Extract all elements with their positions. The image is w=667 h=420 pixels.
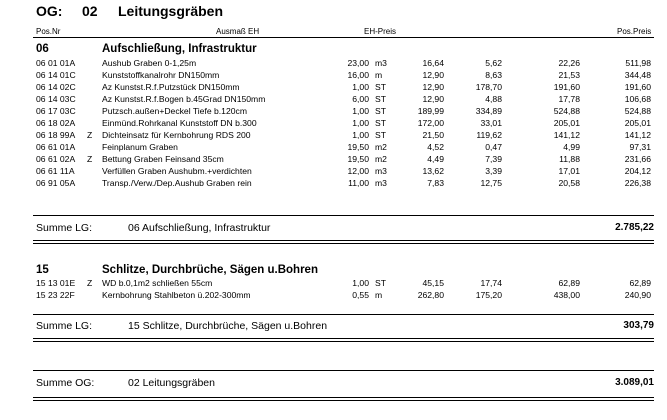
price-material: 12,90 xyxy=(422,82,444,92)
position-total: 191,60 xyxy=(624,82,651,92)
item-description: Aushub Graben 0-1,25m xyxy=(102,58,197,68)
unit-price: 21,53 xyxy=(558,70,580,80)
pos-number: 06 61 11A xyxy=(36,166,75,176)
price-material: 189,99 xyxy=(417,106,444,116)
unit: m3 xyxy=(375,178,387,188)
pos-number: 06 14 03C xyxy=(36,94,76,104)
unit: m2 xyxy=(375,154,387,164)
unit: m xyxy=(375,290,383,300)
price-material: 12,90 xyxy=(422,94,444,104)
item-description: Kunststoffkanalrohr DN150mm xyxy=(102,70,220,80)
unit-price: 17,78 xyxy=(558,94,580,104)
total-label: Summe OG: xyxy=(36,377,95,389)
summary-label: Summe LG: xyxy=(36,320,93,332)
unit-price: 141,12 xyxy=(553,130,580,140)
table-row xyxy=(0,105,667,117)
quantity: 23,00 xyxy=(347,58,369,68)
col-pos-price-header: Pos.Preis xyxy=(617,27,652,36)
price-labor: 178,70 xyxy=(475,82,502,92)
price-material: 4,49 xyxy=(427,154,444,164)
z-flag: Z xyxy=(87,130,93,140)
section-title: Schlitze, Durchbrüche, Sägen u.Bohren xyxy=(102,264,318,276)
quantity: 0,55 xyxy=(352,290,369,300)
unit: ST xyxy=(375,94,386,104)
header-divider xyxy=(33,37,654,38)
item-description: Kernbohrung Stahlbeton ü.202-300mm xyxy=(102,290,251,300)
summary-top-line xyxy=(33,314,654,315)
position-total: 240,90 xyxy=(624,290,651,300)
table-row xyxy=(0,153,667,165)
price-material: 21,50 xyxy=(422,130,444,140)
section-number: 15 xyxy=(36,264,49,276)
item-description: WD b.0,1m2 schließen 55cm xyxy=(102,278,213,288)
unit-price: 11,88 xyxy=(559,154,580,164)
pos-number: 06 14 02C xyxy=(36,82,76,92)
price-material: 12,90 xyxy=(422,70,444,80)
total-bottom-line-2 xyxy=(33,400,654,401)
position-total: 231,66 xyxy=(624,154,651,164)
unit-price: 191,60 xyxy=(553,82,580,92)
price-labor: 8,63 xyxy=(485,70,502,80)
unit-price: 17,01 xyxy=(558,166,580,176)
pos-number: 15 13 01E xyxy=(36,278,76,288)
col-pos-header: Pos.Nr xyxy=(36,27,61,36)
unit: ST xyxy=(375,278,386,288)
quantity: 1,00 xyxy=(352,118,369,128)
table-row xyxy=(0,165,667,177)
unit-price: 62,89 xyxy=(558,278,580,288)
position-total: 97,31 xyxy=(629,142,651,152)
unit-price: 4,99 xyxy=(563,142,580,152)
table-row xyxy=(0,177,667,189)
price-labor: 119,62 xyxy=(476,130,502,140)
unit: ST xyxy=(375,82,386,92)
price-material: 262,80 xyxy=(417,290,444,300)
item-description: Bettung Graben Feinsand 35cm xyxy=(102,154,224,164)
table-row xyxy=(0,141,667,153)
quantity: 1,00 xyxy=(352,82,369,92)
quantity: 1,00 xyxy=(352,130,369,140)
quantity: 1,00 xyxy=(352,106,369,116)
position-total: 226,38 xyxy=(624,178,651,188)
item-description: Verfüllen Graben Aushubm.+verdichten xyxy=(102,166,252,176)
price-material: 13,62 xyxy=(422,166,444,176)
unit: m3 xyxy=(375,166,387,176)
unit-price: 22,26 xyxy=(558,58,580,68)
summary-bottom-line xyxy=(33,338,654,339)
section-number: 06 xyxy=(36,43,49,55)
unit: ST xyxy=(375,130,386,140)
price-material: 16,64 xyxy=(422,58,444,68)
total-bottom-line xyxy=(33,397,654,398)
pos-number: 06 17 03C xyxy=(36,106,76,116)
table-row xyxy=(0,69,667,81)
item-description: Az Kunstst.R.f.Putzstück DN150mm xyxy=(102,82,240,92)
unit: ST xyxy=(375,118,386,128)
table-row xyxy=(0,129,667,141)
unit-price: 205,01 xyxy=(553,118,580,128)
unit-price: 524,88 xyxy=(553,106,580,116)
position-total: 205,01 xyxy=(624,118,651,128)
summary-value: 303,79 xyxy=(623,320,654,331)
quantity: 19,50 xyxy=(347,142,369,152)
item-description: Feinplanum Graben xyxy=(102,142,178,152)
pos-number: 06 18 02A xyxy=(36,118,76,128)
item-description: Putzsch.außen+Deckel Tiefe b.120cm xyxy=(102,106,247,116)
position-total: 106,68 xyxy=(624,94,651,104)
price-material: 7,83 xyxy=(427,178,444,188)
unit-price: 20,58 xyxy=(558,178,580,188)
item-description: Dichteinsatz für Kernbohrung RDS 200 xyxy=(102,130,251,140)
pos-number: 06 18 99A xyxy=(36,130,76,140)
z-flag: Z xyxy=(87,154,93,164)
pos-number: 06 01 01A xyxy=(36,58,76,68)
quantity: 6,00 xyxy=(352,94,369,104)
pos-number: 06 61 02A xyxy=(36,154,76,164)
price-labor: 5,62 xyxy=(485,58,502,68)
price-labor: 334,89 xyxy=(475,106,502,116)
quantity: 19,50 xyxy=(347,154,369,164)
og-label: OG: xyxy=(36,3,63,19)
position-total: 511,98 xyxy=(625,58,651,68)
total-top-line xyxy=(33,370,654,371)
price-labor: 7,39 xyxy=(485,154,502,164)
table-row xyxy=(0,57,667,69)
total-value: 3.089,01 xyxy=(615,377,654,388)
pos-number: 06 61 01A xyxy=(36,142,76,152)
item-description: Transp./Verw./Dep.Aushub Graben rein xyxy=(102,178,252,188)
table-row xyxy=(0,277,667,289)
price-labor: 3,39 xyxy=(485,166,502,176)
table-row xyxy=(0,117,667,129)
summary-bottom-line-2 xyxy=(33,243,654,244)
unit-price: 438,00 xyxy=(553,290,580,300)
pos-number: 06 14 01C xyxy=(36,70,76,80)
table-row xyxy=(0,93,667,105)
z-flag: Z xyxy=(87,278,93,288)
summary-bottom-line-2 xyxy=(33,341,654,342)
price-material: 172,00 xyxy=(417,118,444,128)
quantity: 1,00 xyxy=(352,278,369,288)
og-number: 02 xyxy=(82,3,98,19)
summary-text: 15 Schlitze, Durchbrüche, Sägen u.Bohren xyxy=(128,320,328,332)
item-description: Einmünd.Rohrkanal Kunststoff DN b.300 xyxy=(102,118,257,128)
summary-top-line xyxy=(33,215,654,216)
unit: ST xyxy=(375,106,386,116)
quantity: 12,00 xyxy=(347,166,369,176)
pos-number: 15 23 22F xyxy=(36,290,75,300)
section-title: Aufschließung, Infrastruktur xyxy=(102,43,257,55)
unit: m2 xyxy=(375,142,387,152)
price-material: 45,15 xyxy=(422,278,444,288)
summary-value: 2.785,22 xyxy=(615,222,654,233)
price-labor: 175,20 xyxy=(475,290,502,300)
price-labor: 17,74 xyxy=(480,278,502,288)
quantity: 16,00 xyxy=(347,70,369,80)
position-total: 141,12 xyxy=(624,130,651,140)
price-labor: 33,01 xyxy=(480,118,502,128)
summary-text: 06 Aufschließung, Infrastruktur xyxy=(128,222,271,234)
col-qty-unit-header: Ausmaß EH xyxy=(216,27,260,36)
price-labor: 0,47 xyxy=(485,142,502,152)
unit: m3 xyxy=(375,58,387,68)
position-total: 204,12 xyxy=(624,166,651,176)
table-row xyxy=(0,81,667,93)
total-text: 02 Leitungsgräben xyxy=(128,377,215,389)
quantity: 11,00 xyxy=(348,178,369,188)
item-description: Az Kunstst.R.f.Bogen b.45Grad DN150mm xyxy=(102,94,266,104)
price-labor: 4,88 xyxy=(485,94,502,104)
position-total: 62,89 xyxy=(629,278,651,288)
table-row xyxy=(0,289,667,301)
pos-number: 06 91 05A xyxy=(36,178,76,188)
col-unit-price-header: EH-Preis xyxy=(364,27,397,36)
summary-label: Summe LG: xyxy=(36,222,93,234)
price-labor: 12,75 xyxy=(480,178,502,188)
position-total: 344,48 xyxy=(624,70,651,80)
page-title: Leitungsgräben xyxy=(118,3,224,19)
summary-bottom-line xyxy=(33,240,654,241)
position-total: 524,88 xyxy=(624,106,651,116)
unit: m xyxy=(375,70,383,80)
price-material: 4,52 xyxy=(427,142,444,152)
